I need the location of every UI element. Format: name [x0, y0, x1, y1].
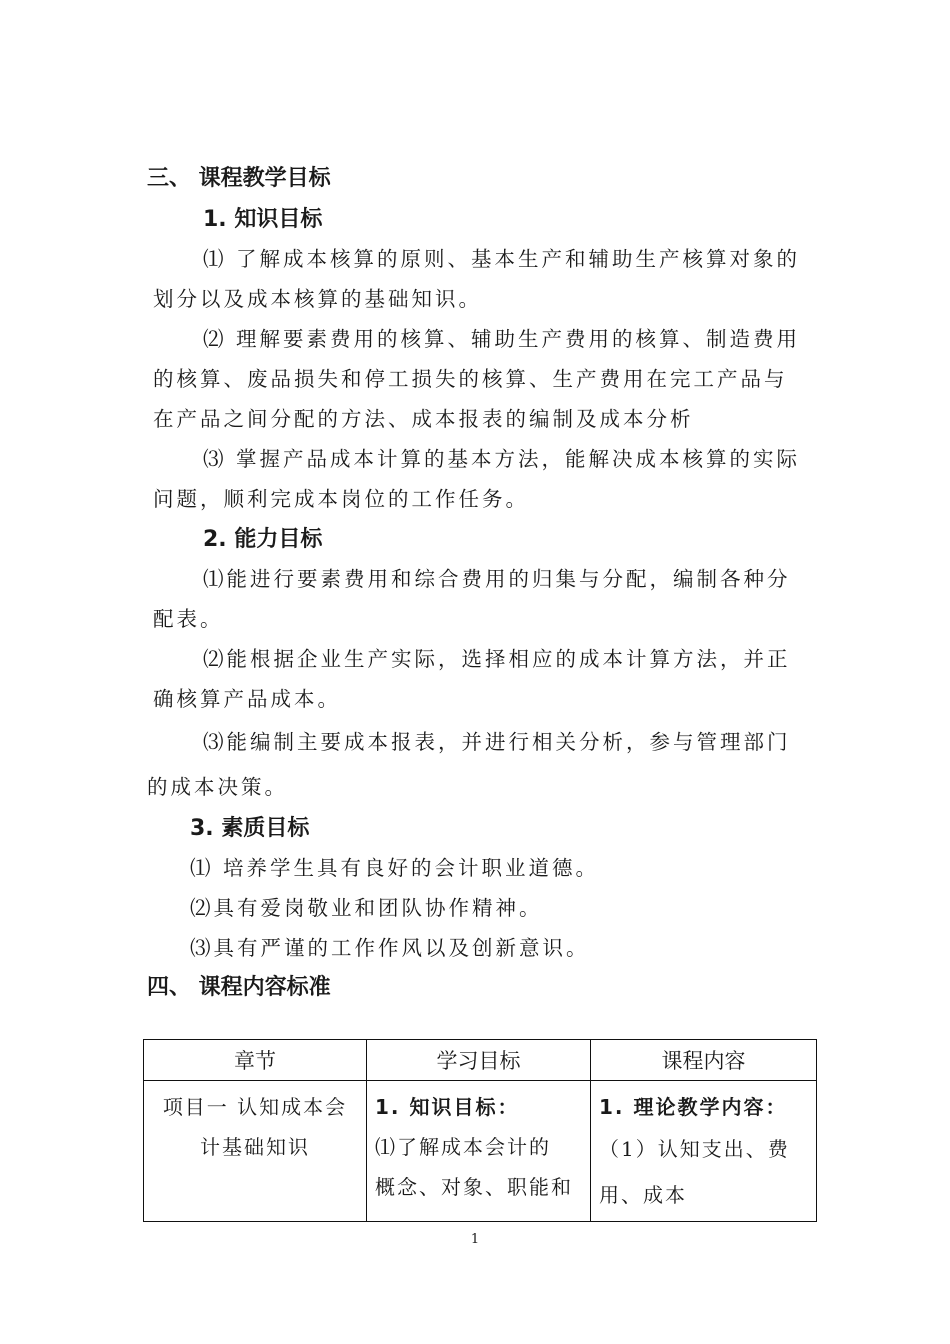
knowledge-item-2-line-2: 的核算、废品损失和停工损失的核算、生产费用在完工产品与: [153, 367, 788, 391]
ability-goals-heading: 2. 能力目标: [203, 527, 323, 552]
ability-item-1-line-1: ⑴能进行要素费用和综合费用的归集与分配，编制各种分: [203, 567, 791, 591]
page-number: 1: [470, 1232, 480, 1247]
section-3-heading: 三、 课程教学目标: [147, 166, 331, 191]
knowledge-item-1-line-2: 划分以及成本核算的基础知识。: [153, 287, 482, 311]
course-content-cell: [591, 1081, 817, 1222]
chapter-cell: [144, 1081, 367, 1222]
section-4-heading: 四、 课程内容标准: [147, 975, 331, 1000]
course-content-table: [143, 1039, 817, 1222]
header-chapter: 章节: [144, 1040, 367, 1081]
ability-item-3-line-1: ⑶能编制主要成本报表，并进行相关分析，参与管理部门: [203, 730, 791, 754]
knowledge-item-1-line-1: ⑴ 了解成本核算的原则、基本生产和辅助生产核算对象的: [203, 247, 801, 271]
knowledge-item-3-line-1: ⑶ 掌握产品成本计算的基本方法，能解决成本核算的实际: [203, 447, 801, 471]
goal-subheading: 1. 知识目标：: [375, 1095, 520, 1119]
content-subheading: 1. 理论教学内容：: [599, 1095, 788, 1119]
quality-item-1: ⑴ 培养学生具有良好的会计职业道德。: [190, 856, 600, 880]
quality-item-2: ⑵具有爱岗敬业和团队协作精神。: [190, 896, 543, 920]
goal-line-2: 概念、对象、职能和: [375, 1175, 573, 1199]
knowledge-item-2-line-3: 在产品之间分配的方法、成本报表的编制及成本分析: [153, 407, 694, 431]
header-course-content: 课程内容: [591, 1040, 817, 1081]
header-learning-goal: 学习目标: [367, 1040, 591, 1081]
content-line-2: 用、成本: [599, 1183, 687, 1207]
learning-goal-cell: [367, 1081, 591, 1222]
ability-item-1-line-2: 配表。: [153, 607, 224, 631]
ability-item-2-line-1: ⑵能根据企业生产实际，选择相应的成本计算方法，并正: [203, 647, 791, 671]
goal-line-1: ⑴了解成本会计的: [375, 1135, 551, 1159]
quality-goals-heading: 3. 素质目标: [190, 816, 310, 841]
knowledge-item-3-line-2: 问题，顺利完成本岗位的工作任务。: [153, 487, 529, 511]
table-row: [144, 1081, 817, 1222]
chapter-line-1: 项目一 认知成本会: [162, 1095, 348, 1119]
knowledge-goals-heading: 1. 知识目标: [203, 207, 323, 232]
ability-item-3-line-2: 的成本决策。: [147, 775, 288, 799]
content-line-1: （1）认知支出、费: [599, 1137, 790, 1161]
knowledge-item-2-line-1: ⑵ 理解要素费用的核算、辅助生产费用的核算、制造费用: [203, 327, 801, 351]
table-header-row: [144, 1040, 817, 1081]
ability-item-2-line-2: 确核算产品成本。: [153, 687, 341, 711]
quality-item-3: ⑶具有严谨的工作作风以及创新意识。: [190, 936, 590, 960]
chapter-line-2: 计基础知识: [200, 1135, 310, 1159]
